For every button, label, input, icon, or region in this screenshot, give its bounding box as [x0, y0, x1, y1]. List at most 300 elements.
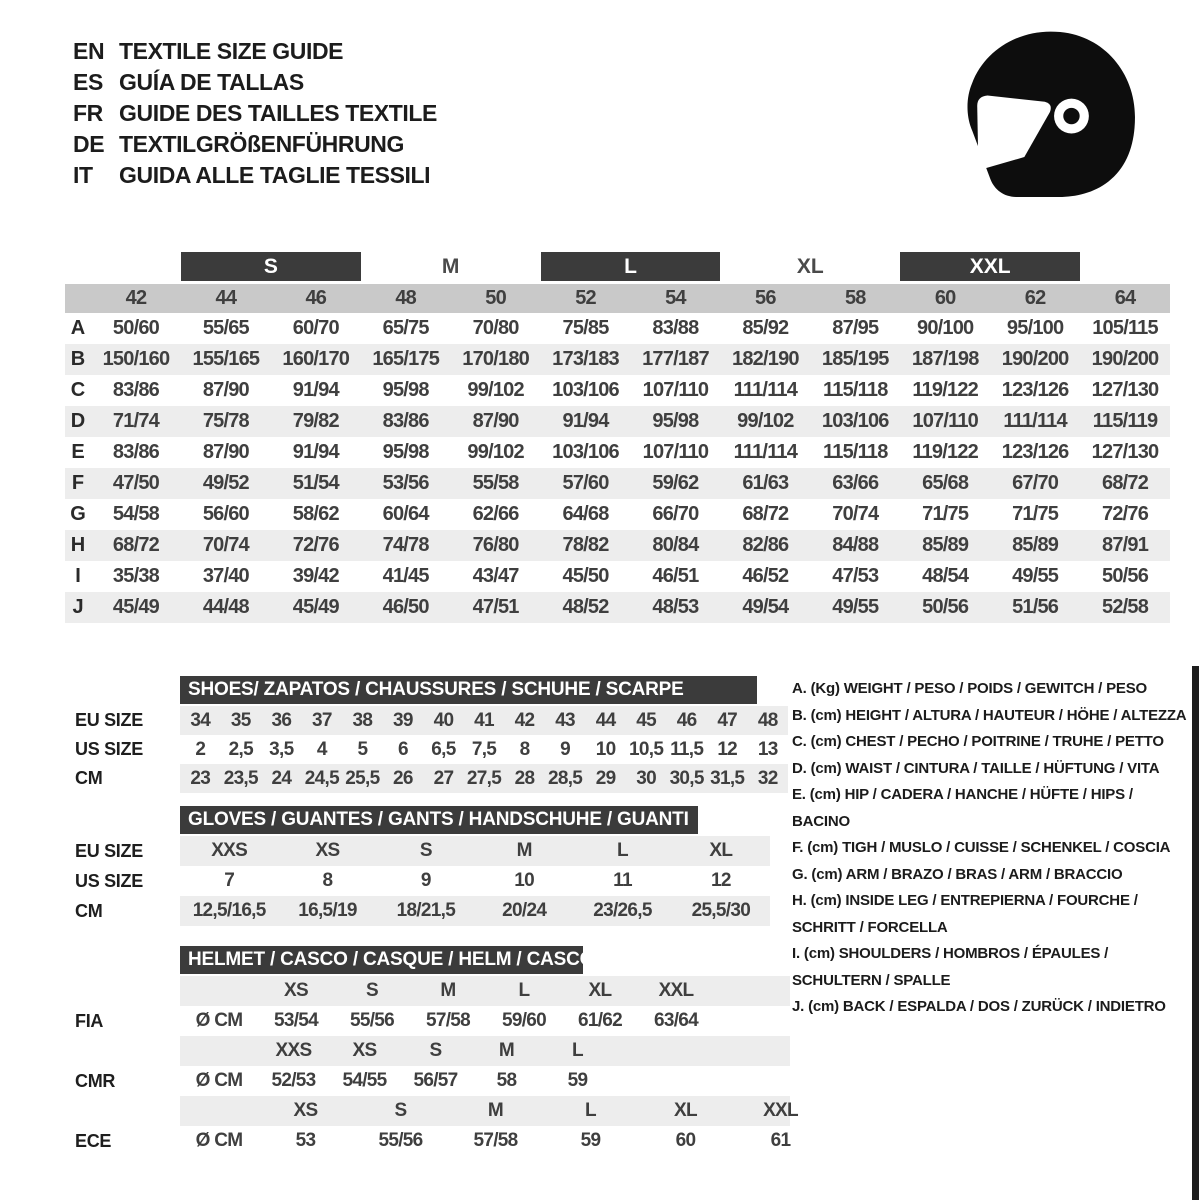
measurement-legend	[792, 676, 1192, 1021]
value-cell: 10	[514, 870, 535, 891]
value-cell: M	[498, 1040, 515, 1061]
value-cell: 7	[224, 870, 235, 891]
row-label	[65, 1036, 180, 1066]
helmet-sizes-cmr	[65, 1036, 790, 1066]
row-label: CMR	[75, 1070, 116, 1091]
measure-cell: 87/90	[202, 379, 249, 401]
value-cell: 26	[393, 767, 413, 789]
shoes-table	[65, 676, 788, 793]
measure-cell: 55/65	[202, 317, 249, 339]
value-cell: 59/60	[501, 1010, 547, 1031]
measure-cell: 95/98	[652, 410, 699, 432]
value-cell: 29	[595, 767, 616, 789]
value-cell: 30,5	[669, 767, 704, 789]
gloves-title-bar: GLOVES / GUANTES / GANTS / HANDSCHUHE / GUANTI	[180, 806, 698, 834]
measure-cell: 65/75	[382, 317, 429, 339]
measure-cell: 119/122	[912, 379, 978, 401]
row-values	[180, 896, 770, 926]
shoes-rows	[65, 706, 788, 793]
value-cell: 23/26,5	[593, 900, 652, 921]
value-cell: 55/56	[349, 1010, 395, 1031]
measure-cell: 107/110	[912, 410, 978, 432]
value-cell: XL	[588, 980, 612, 1001]
value-cell: 25,5	[345, 767, 380, 789]
measure-cell: 87/90	[472, 410, 519, 432]
measure-row-h	[65, 530, 1170, 561]
language-title: TEXTILGRÖßENFÜHRUNG	[119, 131, 404, 157]
value-cell: 63/64	[653, 1010, 699, 1031]
measure-row-label: G	[70, 503, 86, 525]
visor-pivot-center	[1063, 108, 1079, 124]
measure-cell: 58/62	[292, 503, 339, 525]
measure-cell: 50/56	[922, 596, 969, 618]
value-cell	[180, 1036, 258, 1066]
row-label: FIA	[75, 1010, 104, 1031]
measure-cell: 103/106	[821, 410, 889, 432]
table-row	[65, 735, 788, 764]
measure-cell: 115/118	[823, 379, 888, 401]
row-label: ECE	[75, 1130, 112, 1151]
value-cell: 59	[580, 1130, 601, 1151]
row-label: EU SIZE	[75, 710, 143, 730]
value-cell: Ø CM	[195, 1130, 243, 1151]
legend-item: G. (cm) ARM / BRAZO / BRAS / ARM / BRACCIO	[792, 865, 1123, 883]
value-cell: 38	[352, 709, 373, 731]
legend-item: C. (cm) CHEST / PECHO / POITRINE / TRUHE / PETTO	[792, 733, 1164, 750]
measure-row-f	[65, 468, 1170, 499]
measure-cell: 99/102	[737, 410, 794, 432]
language-code: ES	[73, 69, 103, 95]
label-spacer	[65, 946, 180, 974]
value-cell: 46	[676, 709, 697, 731]
measure-cell: 85/89	[922, 534, 969, 556]
value-cell: 23,5	[223, 767, 258, 789]
measure-row-c	[65, 375, 1170, 406]
value-cell: L	[617, 840, 628, 861]
measure-cell: 83/88	[652, 317, 699, 339]
measure-cell: 43/47	[472, 565, 519, 587]
measure-cell: 83/86	[382, 410, 429, 432]
measure-row-label: B	[70, 348, 86, 370]
measure-cell: 45/49	[112, 596, 159, 618]
value-cell: 40	[433, 709, 454, 731]
language-title: GUÍA DE TALLAS	[119, 69, 304, 95]
measure-cell: 83/86	[112, 441, 159, 463]
measure-cell: 45/49	[292, 596, 339, 618]
measure-cell: 119/122	[912, 441, 978, 463]
size-band-row	[65, 252, 1170, 281]
row-label	[65, 1096, 180, 1126]
measure-cell: 123/126	[1001, 441, 1069, 463]
measure-cell: 64/68	[562, 503, 609, 525]
measure-cell: 55/58	[472, 472, 519, 494]
row-values	[180, 1096, 798, 1126]
measure-cell: 87/91	[1102, 534, 1149, 556]
measure-row-d	[65, 406, 1170, 437]
measure-cell: 59/62	[652, 472, 699, 494]
value-cell: 10,5	[629, 738, 664, 760]
value-cell: XS	[284, 980, 308, 1001]
measure-cell: 52/58	[1102, 596, 1149, 618]
value-cell: 60	[675, 1130, 696, 1151]
row-values	[180, 1006, 790, 1036]
measure-cell: 155/165	[192, 348, 260, 370]
measure-cell: 49/55	[1012, 565, 1059, 587]
size-column-header: 44	[215, 287, 237, 309]
value-cell: XXS	[211, 840, 248, 861]
table-row	[65, 706, 788, 735]
measure-cell: 78/82	[562, 534, 609, 556]
measure-cell: 91/94	[292, 441, 339, 463]
row-values	[180, 1066, 790, 1096]
size-band-xl: XL	[796, 254, 824, 278]
value-cell: 11	[613, 870, 632, 891]
value-cell: 6	[397, 738, 408, 760]
value-cell: 12	[710, 870, 731, 891]
value-cell: 35	[230, 709, 251, 731]
measure-cell: 41/45	[382, 565, 429, 587]
helmet-values-fia	[65, 1006, 790, 1036]
value-cell: 34	[190, 709, 211, 731]
size-column-header: 56	[755, 287, 776, 309]
measure-cell: 79/82	[292, 410, 339, 432]
value-cell: 31,5	[710, 767, 745, 789]
value-cell: 8	[322, 870, 333, 891]
measure-cell: 165/175	[372, 348, 440, 370]
measure-cell: 67/70	[1012, 472, 1059, 494]
measure-cell: 91/94	[292, 379, 339, 401]
measure-cell: 48/52	[562, 596, 609, 618]
language-row	[73, 67, 437, 98]
measure-cell: 39/42	[292, 565, 339, 587]
value-cell: XL	[709, 840, 733, 861]
value-cell: 28	[514, 767, 535, 789]
row-label: EU SIZE	[75, 840, 143, 861]
size-column-header: 62	[1024, 287, 1046, 309]
table-row	[65, 896, 770, 926]
measure-cell: 103/106	[552, 379, 619, 401]
measure-cell: 76/80	[472, 534, 519, 556]
measure-row-j	[65, 592, 1170, 623]
value-cell: 24	[271, 767, 292, 789]
measure-cell: 182/190	[732, 348, 799, 370]
legend-item: H. (cm) INSIDE LEG / ENTREPIERNA / FOURCHE / SCHRITT / FORCELLA	[792, 892, 1138, 936]
row-label: US SIZE	[75, 870, 143, 891]
language-row	[73, 98, 437, 129]
textile-size-table	[65, 252, 1170, 623]
measure-cell: 91/94	[562, 410, 609, 432]
measure-cell: 95/100	[1006, 317, 1064, 339]
language-title: TEXTILE SIZE GUIDE	[119, 38, 344, 64]
value-cell: XS	[315, 840, 340, 861]
language-row	[73, 129, 437, 160]
value-cell: L	[572, 1040, 583, 1061]
value-cell	[180, 1096, 258, 1126]
measure-cell: 80/84	[652, 534, 699, 556]
measure-cell: 46/52	[742, 565, 789, 587]
value-cell: 59	[567, 1070, 588, 1091]
measure-cell: 105/115	[1092, 317, 1158, 339]
measure-cell: 70/74	[202, 534, 249, 556]
value-cell: 43	[555, 709, 575, 731]
measure-cell: 84/88	[832, 534, 879, 556]
measure-cell: 185/195	[821, 348, 889, 370]
measure-cell: 37/40	[202, 565, 249, 587]
helmet-values-ece	[65, 1126, 790, 1156]
value-cell: 58	[496, 1070, 517, 1091]
size-band-l: L	[541, 252, 721, 281]
gloves-table	[65, 806, 770, 926]
legend-item: A. (Kg) WEIGHT / PESO / POIDS / GEWITCH / PESO	[792, 680, 1147, 697]
size-column-header: 64	[1114, 287, 1136, 309]
size-column-header: 42	[125, 287, 147, 309]
measure-cell: 87/95	[832, 317, 879, 339]
measure-row-e	[65, 437, 1170, 468]
measure-cell: 170/180	[462, 348, 529, 370]
measure-cell: 127/130	[1091, 379, 1159, 401]
measure-cell: 47/51	[472, 596, 519, 618]
size-column-header: 46	[305, 287, 327, 309]
value-cell: 55/56	[378, 1130, 423, 1151]
legend-item: J. (cm) BACK / ESPALDA / DOS / ZURÜCK / INDIETRO	[792, 998, 1166, 1015]
value-cell: S	[366, 980, 378, 1001]
row-values	[180, 1036, 790, 1066]
value-cell: 16,5/19	[298, 900, 357, 921]
size-column-header: 52	[575, 287, 596, 309]
value-cell: 9	[420, 870, 431, 891]
measure-row-i	[65, 561, 1170, 592]
measure-cell: 56/60	[202, 503, 249, 525]
measure-row-label: D	[70, 410, 86, 432]
legend-item: D. (cm) WAIST / CINTURA / TAILLE / HÜFTUNG / VITA	[792, 759, 1160, 777]
measure-cell: 66/70	[652, 503, 699, 525]
value-cell: 28,5	[547, 767, 583, 789]
row-values	[180, 836, 770, 866]
value-cell: 18/21,5	[396, 900, 456, 921]
measure-row-label: E	[71, 441, 85, 463]
value-cell: XS	[352, 1040, 377, 1061]
corner-cell	[65, 284, 91, 313]
language-code: EN	[73, 38, 105, 64]
value-cell: 11,5	[670, 738, 704, 760]
measure-cell: 111/114	[1003, 410, 1067, 432]
measure-cell: 115/119	[1092, 410, 1158, 432]
row-values	[180, 706, 788, 735]
table-row	[65, 866, 770, 896]
measure-cell: 177/187	[642, 348, 709, 370]
size-number-row	[65, 284, 1170, 313]
size-column-header: 50	[485, 287, 506, 309]
measure-cell: 62/66	[472, 503, 519, 525]
size-band-xxl: XXL	[900, 252, 1080, 281]
measure-cell: 68/72	[1102, 472, 1149, 494]
measure-cell: 48/53	[652, 596, 699, 618]
language-title: GUIDE DES TAILLES TEXTILE	[119, 100, 437, 126]
value-cell: 6,5	[431, 738, 456, 760]
measure-cell: 83/86	[112, 379, 159, 401]
racing-helmet-icon	[962, 30, 1142, 198]
measure-cell: 99/102	[467, 441, 524, 463]
measure-cell: 75/78	[202, 410, 249, 432]
value-cell: 4	[316, 738, 327, 760]
measure-cell: 35/38	[112, 565, 159, 587]
value-cell: 61	[770, 1130, 791, 1151]
size-column-header: 48	[395, 287, 417, 309]
value-cell: L	[518, 980, 530, 1001]
right-edge-rule	[1192, 666, 1199, 1200]
row-label: US SIZE	[75, 739, 143, 759]
measure-cell: 70/80	[472, 317, 519, 339]
value-cell: 13	[757, 738, 778, 760]
measure-rows	[65, 313, 1170, 623]
measure-cell: 111/114	[733, 379, 798, 401]
measure-cell: 45/50	[562, 565, 609, 587]
measure-cell: 44/48	[202, 596, 249, 618]
measure-cell: 50/56	[1102, 565, 1149, 587]
measure-cell: 85/92	[742, 317, 789, 339]
measure-cell: 72/76	[292, 534, 339, 556]
measure-cell: 160/170	[282, 348, 350, 370]
value-cell: XL	[674, 1100, 697, 1121]
measure-cell: 103/106	[552, 441, 619, 463]
helmet-sizes-fia	[65, 976, 790, 1006]
measure-cell: 107/110	[642, 379, 709, 401]
value-cell: 44	[595, 709, 616, 731]
label-spacer	[65, 806, 180, 834]
measure-cell: 71/75	[1012, 503, 1059, 525]
value-cell: 27	[433, 767, 454, 789]
measure-cell: 68/72	[742, 503, 789, 525]
value-cell: 2	[195, 738, 206, 760]
language-row	[73, 160, 437, 191]
value-cell: 8	[519, 738, 530, 760]
measure-cell: 71/74	[112, 410, 159, 432]
measure-cell: 49/54	[742, 596, 789, 618]
measure-cell: 99/102	[467, 379, 524, 401]
value-cell: 9	[560, 738, 570, 760]
value-cell: 57/58	[473, 1130, 518, 1151]
size-column-header: 54	[665, 287, 686, 309]
measure-cell: 74/78	[382, 534, 429, 556]
row-values	[180, 976, 790, 1006]
helmet-sizes-ece	[65, 1096, 798, 1126]
value-cell: 56/57	[413, 1070, 458, 1091]
measure-row-label: I	[75, 565, 81, 587]
value-cell: Ø CM	[195, 1010, 243, 1031]
value-cell: XXL	[763, 1100, 798, 1121]
size-column-header: 58	[844, 287, 866, 309]
measure-row-g	[65, 499, 1170, 530]
measure-cell: 47/50	[112, 472, 159, 494]
measure-cell: 49/55	[832, 596, 879, 618]
measure-row-label: H	[70, 534, 86, 556]
measure-cell: 46/51	[652, 565, 699, 587]
value-cell: 12,5/16,5	[192, 900, 266, 921]
measure-row-b	[65, 344, 1170, 375]
measure-cell: 127/130	[1091, 441, 1159, 463]
value-cell: M	[487, 1100, 504, 1121]
value-cell: 3,5	[269, 738, 294, 760]
value-cell: 57/58	[425, 1010, 471, 1031]
value-cell: 27,5	[466, 767, 502, 789]
measure-cell: 90/100	[917, 317, 974, 339]
language-code: FR	[73, 100, 103, 126]
value-cell: 5	[357, 738, 368, 760]
helmet-values-cmr	[65, 1066, 790, 1096]
value-cell: 24,5	[304, 767, 339, 789]
language-code: IT	[73, 162, 93, 188]
measure-cell: 50/60	[112, 317, 159, 339]
measure-cell: 48/54	[922, 565, 969, 587]
value-cell: M	[516, 840, 532, 861]
value-cell: XXS	[275, 1040, 312, 1061]
row-values	[180, 764, 788, 793]
value-cell: 54/55	[342, 1070, 387, 1091]
value-cell: 23	[190, 767, 211, 789]
value-cell: L	[585, 1100, 596, 1121]
value-cell: 36	[271, 709, 292, 731]
measure-cell: 123/126	[1001, 379, 1069, 401]
helmet-title-bar: HELMET / CASCO / CASQUE / HELM / CASCO	[180, 946, 583, 974]
language-row	[73, 36, 437, 67]
measure-cell: 71/75	[922, 503, 969, 525]
measure-cell: 54/58	[112, 503, 159, 525]
measure-cell: 68/72	[112, 534, 159, 556]
measure-cell: 63/66	[832, 472, 879, 494]
legend-item: F. (cm) TIGH / MUSLO / CUISSE / SCHENKEL / COSCIA	[792, 839, 1171, 856]
value-cell: 42	[514, 709, 535, 731]
row-values	[180, 735, 788, 764]
measure-cell: 190/200	[1001, 348, 1069, 370]
measure-cell: 87/90	[202, 441, 249, 463]
value-cell: 39	[393, 709, 413, 731]
measure-cell: 82/86	[742, 534, 789, 556]
value-cell: 10	[595, 738, 616, 760]
size-band-m: M	[441, 254, 460, 278]
helmet-rows	[65, 976, 798, 1156]
row-label	[65, 976, 180, 1006]
row-label: CM	[75, 768, 103, 788]
legend-item: I. (cm) SHOULDERS / HOMBROS / ÉPAULES / SCHULTERN / SPALLE	[792, 945, 1109, 989]
measure-cell: 95/98	[382, 441, 429, 463]
value-cell: 2,5	[228, 738, 253, 760]
value-cell: S	[394, 1100, 407, 1121]
value-cell: 53/54	[273, 1010, 319, 1031]
measure-cell: 60/70	[292, 317, 339, 339]
measure-row-label: C	[70, 379, 86, 401]
value-cell: 20/24	[502, 900, 547, 921]
row-values	[180, 1126, 790, 1156]
value-cell: 32	[757, 767, 778, 789]
value-cell	[180, 976, 258, 1006]
value-cell: 53	[295, 1130, 316, 1151]
value-cell: XS	[293, 1100, 318, 1121]
measure-cell: 107/110	[642, 441, 709, 463]
table-row	[65, 764, 788, 793]
measure-cell: 85/89	[1012, 534, 1059, 556]
measure-cell: 51/56	[1012, 596, 1059, 618]
measure-row-label: A	[70, 317, 86, 339]
measure-cell: 150/160	[102, 348, 170, 370]
row-label: CM	[75, 900, 103, 921]
measure-cell: 53/56	[382, 472, 429, 494]
measure-cell: 51/54	[292, 472, 339, 494]
size-band-s: S	[181, 252, 361, 281]
value-cell: 25,5/30	[691, 900, 751, 921]
value-cell: 52/53	[271, 1070, 316, 1091]
value-cell: 12	[717, 738, 738, 760]
measure-cell: 65/68	[922, 472, 969, 494]
